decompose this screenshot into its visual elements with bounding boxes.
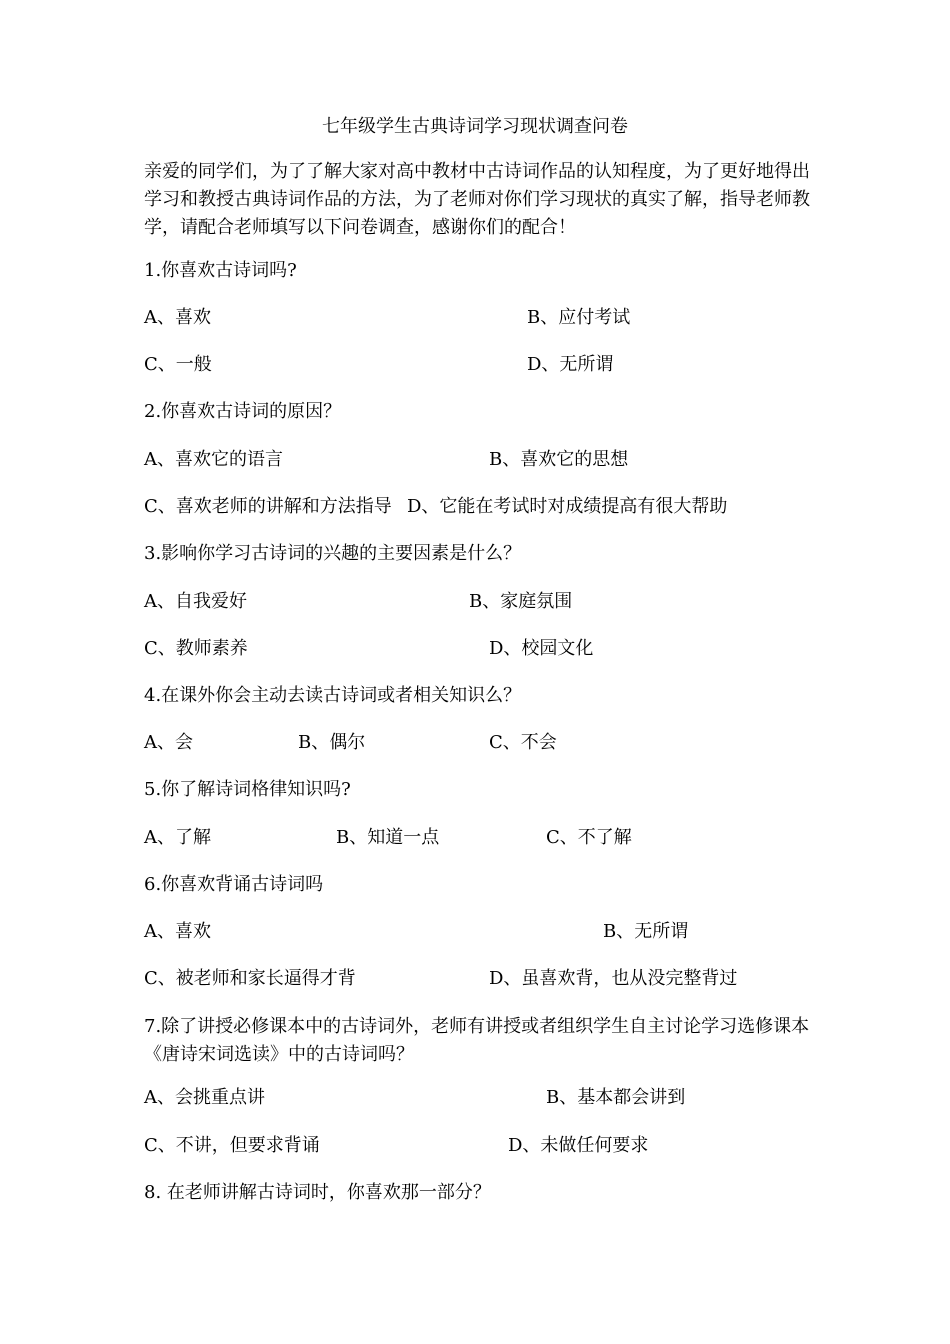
question-5: 5.你了解诗词格律知识吗? <box>144 779 351 800</box>
q6-option-a: A、喜欢 <box>144 921 211 942</box>
q1-option-b: B、应付考试 <box>527 307 631 328</box>
question-7: 7.除了讲授必修课本中的古诗词外，老师有讲授或者组织学生自主讨论学习选修课本《唐诗宋词选读》中的古诗词吗？ <box>144 1016 810 1065</box>
q3-option-c: C、教师素养 <box>144 638 248 659</box>
question-6: 6.你喜欢背诵古诗词吗 <box>144 874 324 895</box>
q6-option-b: B、无所谓 <box>603 921 689 942</box>
document-title: 七年级学生古典诗词学习现状调查问卷 <box>322 116 628 137</box>
q3-option-a: A、自我爱好 <box>144 591 247 612</box>
q3-option-b: B、家庭氛围 <box>469 591 573 612</box>
q2-option-d: D、它能在考试时对成绩提高有很大帮助 <box>407 496 728 517</box>
q2-option-b: B、喜欢它的思想 <box>489 449 629 470</box>
q5-option-b: B、知道一点 <box>336 827 440 848</box>
q5-option-a: A、了解 <box>144 827 211 848</box>
q7-option-a: A、会挑重点讲 <box>144 1087 265 1108</box>
q7-option-c: C、不讲，但要求背诵 <box>144 1135 320 1156</box>
question-3: 3.影响你学习古诗词的兴趣的主要因素是什么？ <box>144 543 522 564</box>
question-4: 4.在课外你会主动去读古诗词或者相关知识么？ <box>144 685 522 706</box>
question-2: 2.你喜欢古诗词的原因？ <box>144 401 342 422</box>
q4-option-b: B、偶尔 <box>298 732 366 753</box>
q7-option-d: D、未做任何要求 <box>508 1135 649 1156</box>
q6-option-c: C、被老师和家长逼得才背 <box>144 968 356 989</box>
q2-option-c: C、喜欢老师的讲解和方法指导 <box>144 496 392 517</box>
q6-option-d: D、虽喜欢背，也从没完整背过 <box>489 968 738 989</box>
q4-option-c: C、不会 <box>489 732 557 753</box>
q1-option-a: A、喜欢 <box>144 307 211 328</box>
q2-option-a: A、喜欢它的语言 <box>144 449 283 470</box>
q4-option-a: A、会 <box>144 732 193 753</box>
question-8: 8. 在老师讲解古诗词时，你喜欢那一部分？ <box>144 1182 491 1203</box>
q1-option-c: C、一般 <box>144 354 212 375</box>
q7-option-b: B、基本都会讲到 <box>546 1087 686 1108</box>
q5-option-c: C、不了解 <box>546 827 632 848</box>
q3-option-d: D、校园文化 <box>489 638 594 659</box>
q1-option-d: D、无所谓 <box>527 354 614 375</box>
intro-paragraph: 亲爱的同学们，为了了解大家对高中教材中古诗词作品的认知程度，为了更好地得出学习和教授古典诗词作品的方法，为了老师对你们学习现状的真实了解，指导老师教学，请配合老师填写以下问卷调查，感谢你们的配合！ <box>144 161 810 238</box>
question-1: 1.你喜欢古诗词吗? <box>144 260 297 281</box>
